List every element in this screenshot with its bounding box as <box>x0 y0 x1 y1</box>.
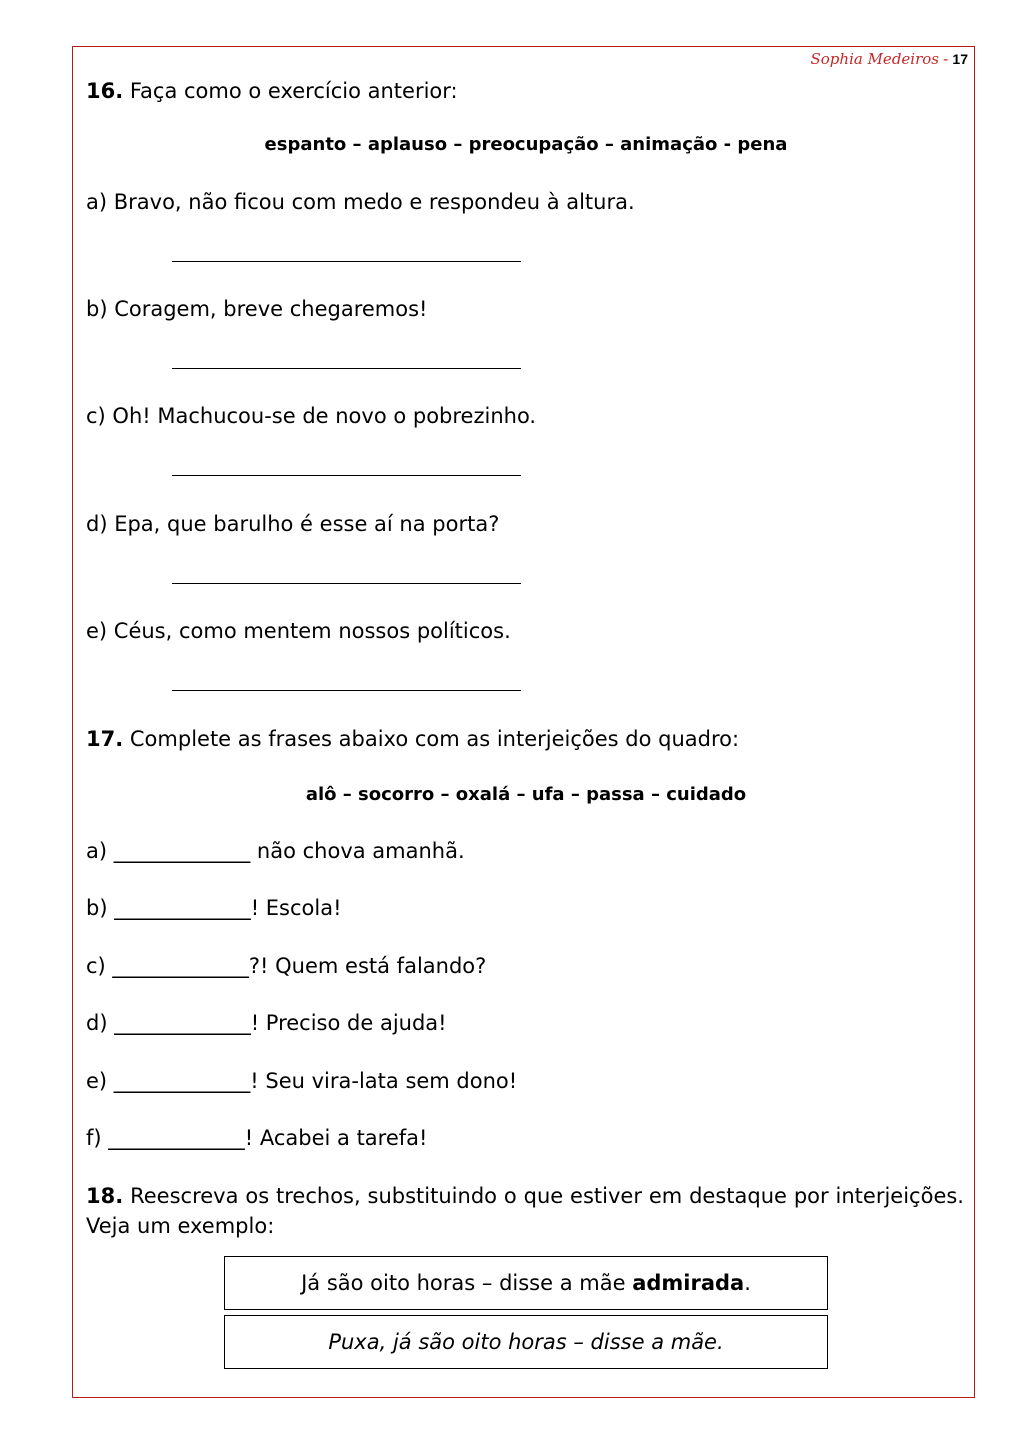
answer-line-16a[interactable] <box>172 261 521 262</box>
question-17-heading <box>86 726 739 752</box>
question-16-number: 16. <box>86 79 124 103</box>
question-18-number: 18. <box>86 1184 124 1208</box>
example-text-before: Já são oito horas – disse a mãe <box>301 1271 633 1295</box>
example-box-answer: Puxa, já são oito horas – disse a mãe. <box>224 1315 828 1369</box>
question-17-number: 17. <box>86 727 124 751</box>
question-18-prompt: Reescreva os trechos, substituindo o que estiver em destaque por interjeições. Veja um exemplo: <box>86 1184 964 1238</box>
question-16-item-d: d) Epa, que barulho é esse aí na porta? <box>86 512 500 536</box>
question-16-item-c: c) Oh! Machucou-se de novo o pobrezinho. <box>86 404 537 428</box>
example-highlight: admirada <box>632 1271 745 1295</box>
question-17-item-a: a) _____________ não chova amanhã. <box>86 839 465 863</box>
question-16-item-e: e) Céus, como mentem nossos políticos. <box>86 619 511 643</box>
question-16-item-a: a) Bravo, não ficou com medo e respondeu à altura. <box>86 190 635 214</box>
page-number: 17 <box>952 51 968 67</box>
question-17-item-e: e) _____________! Seu vira-lata sem dono! <box>86 1069 518 1093</box>
author-signature: Sophia Medeiros <box>810 50 939 68</box>
header-separator: - <box>943 50 949 68</box>
example-box-original <box>224 1256 828 1310</box>
question-16-heading <box>86 78 458 104</box>
answer-line-16c[interactable] <box>172 475 521 476</box>
question-17-item-d: d) _____________! Preciso de ajuda! <box>86 1011 447 1035</box>
answer-line-16e[interactable] <box>172 690 521 691</box>
question-16-word-bank: espanto – aplauso – preocupação – animação - pena <box>264 134 788 155</box>
question-17-item-f: f) _____________! Acabei a tarefa! <box>86 1126 428 1150</box>
question-17-item-b: b) _____________! Escola! <box>86 896 342 920</box>
question-17-item-c: c) _____________?! Quem está falando? <box>86 954 487 978</box>
answer-line-16b[interactable] <box>172 368 521 369</box>
example-text-after: . <box>744 1271 751 1295</box>
page-header <box>811 50 969 68</box>
question-17-prompt: Complete as frases abaixo com as interjeições do quadro: <box>129 727 740 751</box>
question-17-word-bank: alô – socorro – oxalá – ufa – passa – cuidado <box>305 784 747 805</box>
answer-line-16d[interactable] <box>172 583 521 584</box>
question-16-item-b: b) Coragem, breve chegaremos! <box>86 297 428 321</box>
question-16-prompt: Faça como o exercício anterior: <box>129 79 458 103</box>
question-18-heading <box>86 1181 964 1241</box>
